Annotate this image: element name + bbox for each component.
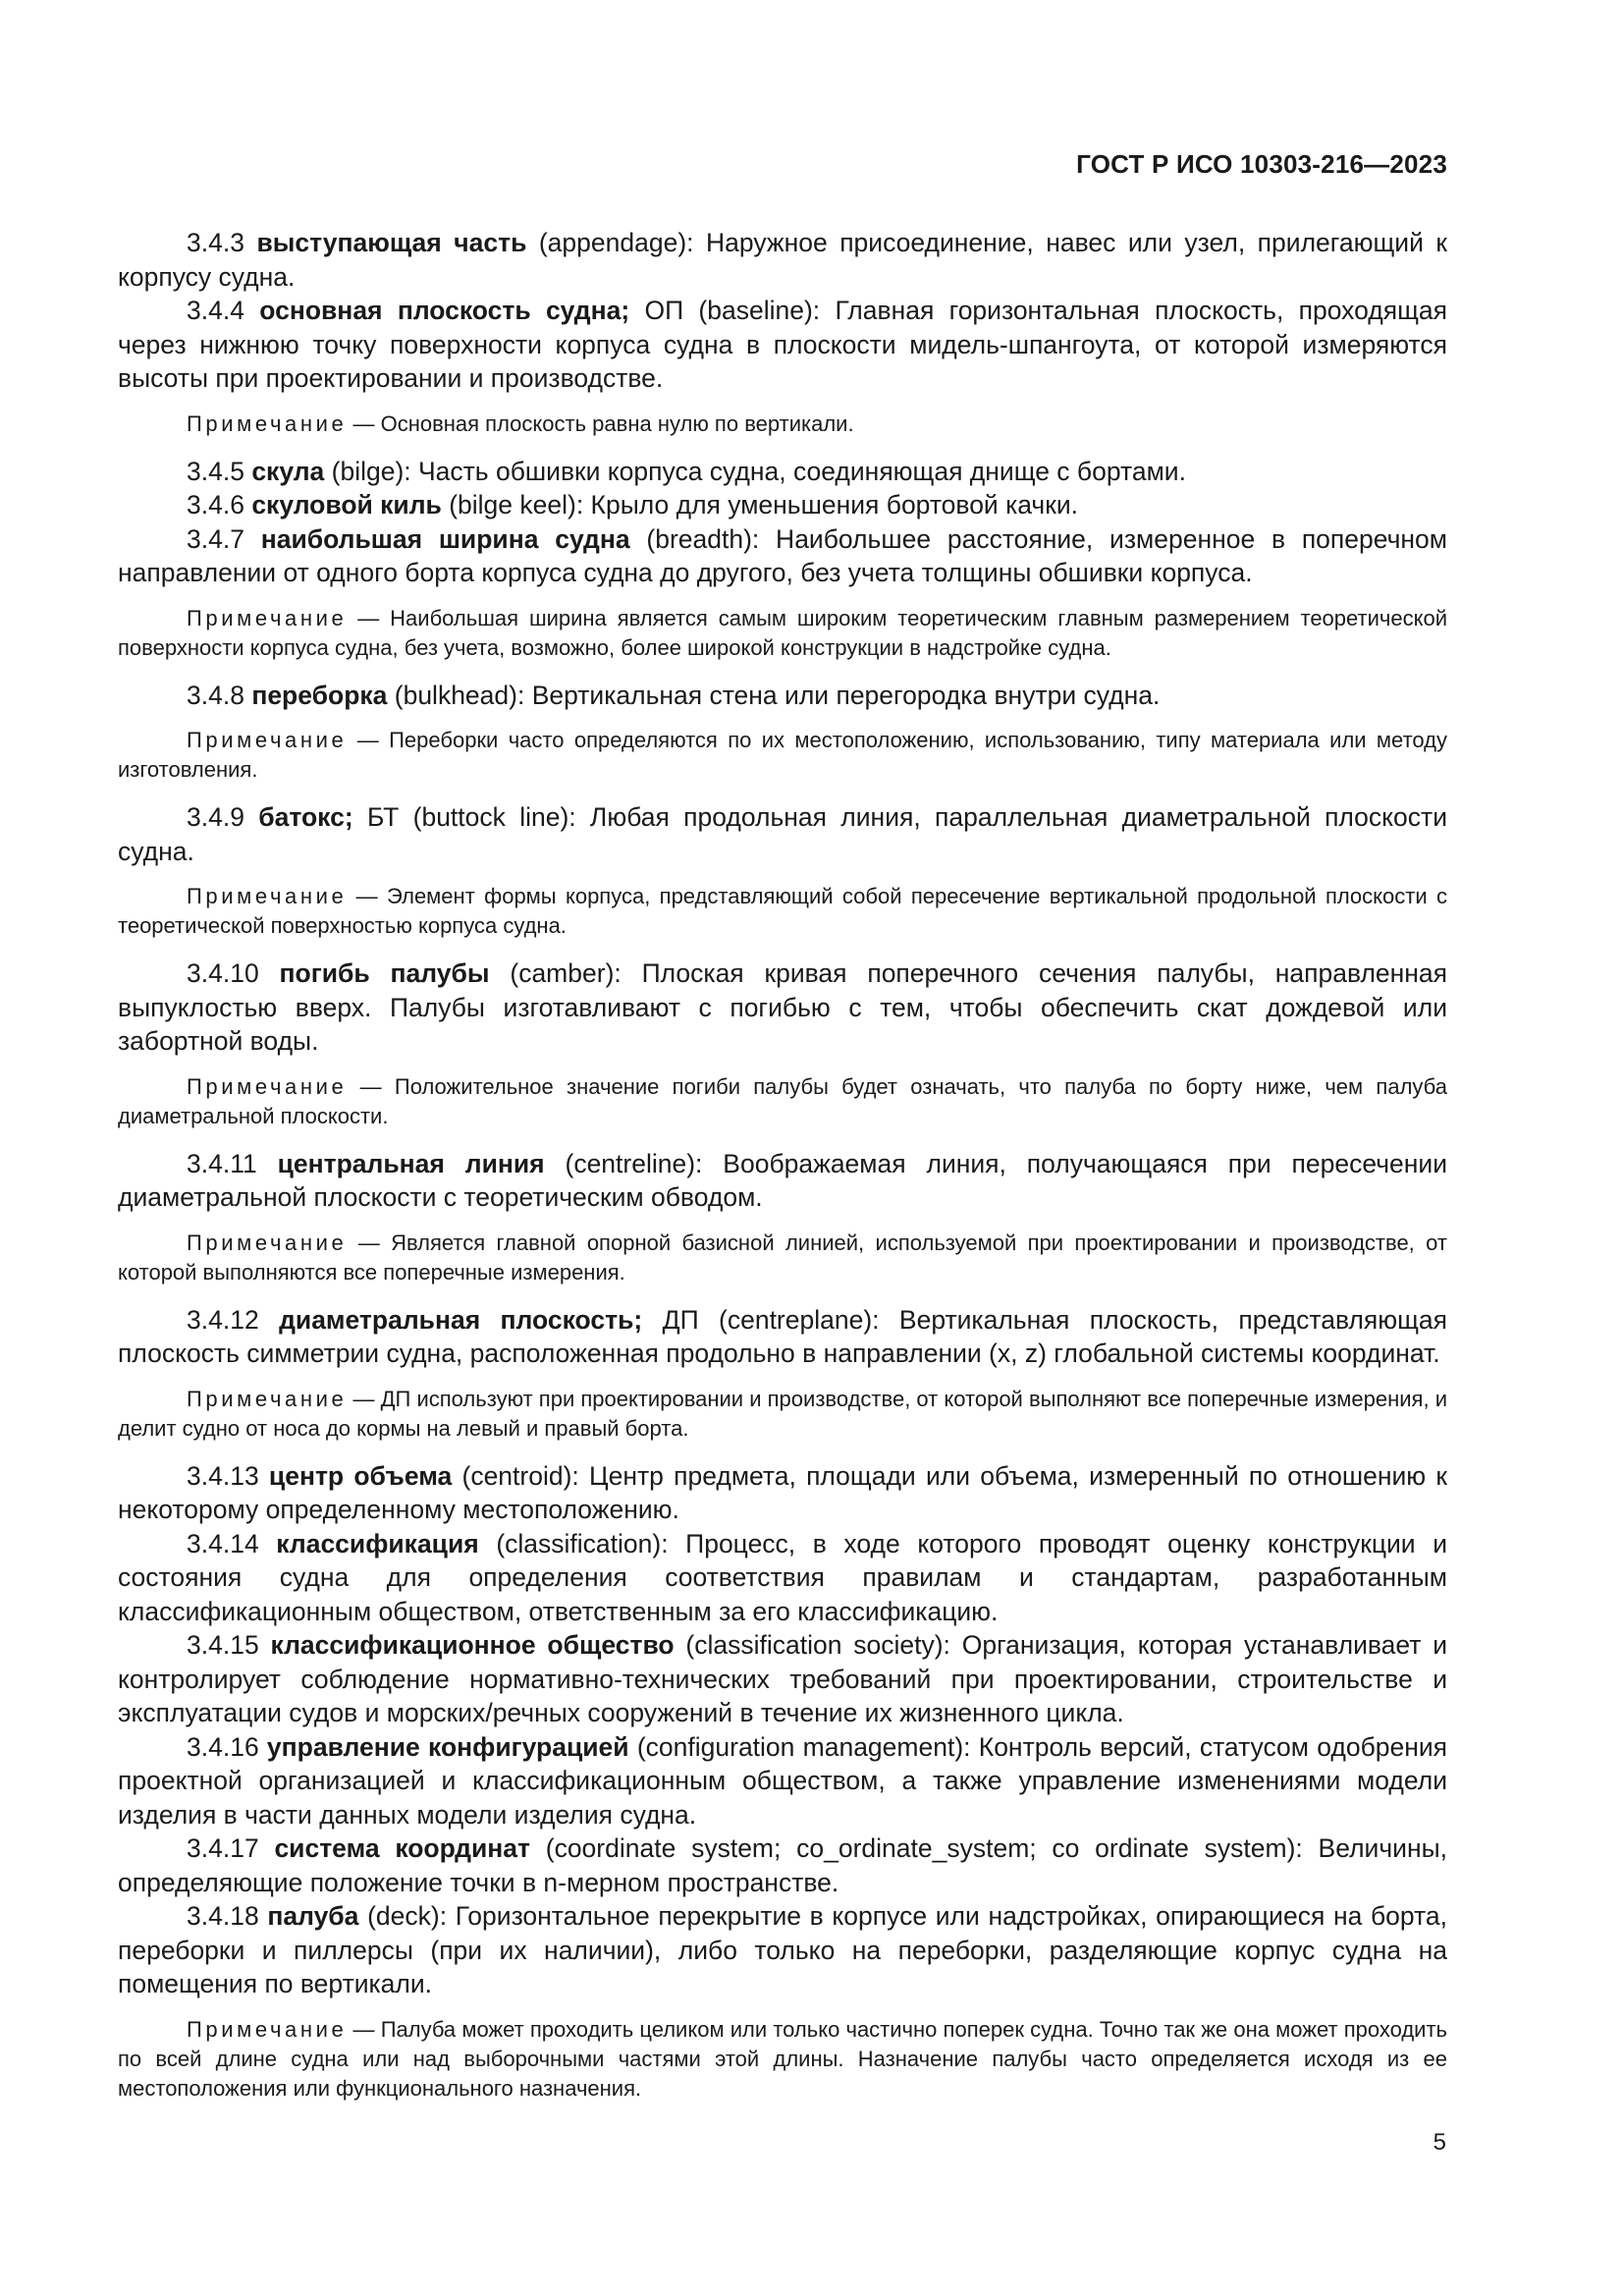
- term-name: диаметральная плоскость;: [279, 1304, 643, 1335]
- note-label: Примечание: [187, 884, 348, 908]
- term-definition: [118, 1147, 1447, 1215]
- term-definition: [118, 455, 1447, 489]
- term-name: основная плоскость судна;: [259, 296, 630, 325]
- standard-header: ГОСТ Р ИСО 10303-216—2023: [1076, 149, 1447, 179]
- note-label: Примечание: [187, 1073, 348, 1099]
- term-text: (camber): Плоская кривая поперечного сечения палубы, направленная выпуклостью вверх. Палубы изготавливают с погибью с тем, чтобы обеспечить скат дождевой или забортной воды.: [118, 958, 1447, 1056]
- term-name: погибь палубы: [279, 958, 490, 988]
- term-definition: [118, 1831, 1447, 1899]
- term-definition: [118, 1459, 1447, 1527]
- term-number: 3.4.10: [187, 958, 280, 988]
- note-text: Является главной опорной базисной линией, используемой при проектировании и производстве, от которой выполняются все поперечные измерения.: [118, 1230, 1447, 1285]
- term-definition: [118, 522, 1447, 590]
- term-number: 3.4.14: [187, 1528, 277, 1558]
- note-paragraph: [118, 1072, 1447, 1131]
- term-number: 3.4.7: [187, 523, 261, 554]
- note-text: Элемент формы корпуса, представляющий собой пересечение вертикальной продольной плоскости с теоретической поверхностью корпуса судна.: [118, 884, 1447, 938]
- term-definition: [118, 226, 1447, 294]
- term-text: ОП (baseline): Главная горизонтальная плоскость, проходящая через нижнюю точку поверхности корпуса судна в плоскости мидель-шпангоута, от которой измеряются высоты при проектировании и производстве.: [118, 296, 1447, 393]
- note-dash: —: [347, 2016, 381, 2042]
- term-definition: [118, 1628, 1447, 1730]
- term-number: 3.4.18: [187, 1901, 268, 1931]
- note-text: Переборки часто определяются по их местоположению, использованию, типу материала или методу изготовления.: [118, 728, 1447, 782]
- note-label: Примечание: [187, 728, 348, 752]
- term-definition: [118, 294, 1447, 396]
- note-label: Примечание: [187, 1230, 348, 1255]
- term-text: (breadth): Наибольшее расстояние, измеренное в поперечном направлении от одного борта корпуса судна до другого, без учета толщины обшивки корпуса.: [118, 523, 1447, 587]
- note-dash: —: [347, 728, 390, 752]
- term-definition: [118, 1730, 1447, 1832]
- note-label: Примечание: [187, 410, 348, 436]
- term-text: (deck): Горизонтальное перекрытие в корпусе или надстройках, опирающиеся на борта, переборки и пиллерсы (при их наличии), либо только на переборки, разделяющие корпус судна на помещения по вертикали.: [118, 1901, 1447, 1998]
- note-paragraph: [118, 2015, 1447, 2104]
- note-paragraph: [118, 726, 1447, 785]
- note-text: ДП используют при проектировании и производстве, от которой выполняют все поперечные измерения, и делит судно от носа до кормы на левый и правый борта.: [118, 1386, 1448, 1441]
- note-paragraph: [118, 1385, 1447, 1444]
- term-definition: [118, 1527, 1447, 1629]
- term-name: выступающая часть: [256, 228, 527, 257]
- term-text: (configuration management): Контроль версий, статусом одобрения проектной организацией и классификационным обществом, а также управление изменениями модели изделия в части данных модели изделия судна.: [118, 1731, 1448, 1830]
- note-label: Примечание: [187, 2016, 348, 2042]
- note-paragraph: [118, 410, 1447, 439]
- note-dash: —: [347, 1230, 392, 1255]
- document-body: [118, 226, 1447, 2119]
- note-dash: —: [347, 1073, 395, 1099]
- term-text: ДП (centreplane): Вертикальная плоскость, представляющая плоскость симметрии судна, расположенная продольно в направлении (x, z) глобальной системы координат.: [118, 1304, 1447, 1368]
- term-number: 3.4.3: [187, 228, 257, 257]
- note-text: Палуба может проходить целиком или только частично поперек судна. Точно так же она может проходить по всей длине судна или над выборочными частями этой длины. Назначение палубы часто определяется исходя из ее местоположения или функционального назначения.: [118, 2016, 1447, 2101]
- term-number: 3.4.11: [187, 1148, 278, 1178]
- note-label: Примечание: [187, 1386, 348, 1411]
- term-number: 3.4.5: [187, 456, 252, 486]
- term-name: классификационное общество: [270, 1630, 675, 1660]
- term-name: центр объема: [268, 1460, 453, 1491]
- term-name: переборка: [251, 680, 388, 710]
- page-number: 5: [1433, 2129, 1446, 2156]
- term-text: (classification): Процесс, в ходе которого проводят оценку конструкции и состояния судна для определения соответствия правилам и стандартам, разработанным классификационным обществом, ответственным за его классификацию.: [118, 1528, 1447, 1626]
- note-dash: —: [347, 605, 391, 630]
- term-number: 3.4.9: [187, 802, 259, 832]
- note-label: Примечание: [187, 605, 348, 630]
- note-text: Положительное значение погиби палубы будет означать, что палуба по борту ниже, чем палуба диаметральной плоскости.: [118, 1073, 1447, 1128]
- term-definition: [118, 1303, 1447, 1371]
- term-text: (centreline): Воображаемая линия, получающаяся при пересечении диаметральной плоскости с теоретическим обводом.: [118, 1148, 1447, 1212]
- note-dash: —: [347, 410, 381, 436]
- term-definition: [118, 800, 1447, 868]
- term-name: классификация: [276, 1528, 479, 1558]
- term-name: система координат: [274, 1833, 530, 1863]
- term-number: 3.4.13: [187, 1460, 269, 1491]
- term-number: 3.4.6: [187, 490, 252, 519]
- term-name: батокс;: [258, 802, 353, 832]
- term-number: 3.4.16: [187, 1731, 267, 1762]
- term-number: 3.4.4: [187, 296, 260, 325]
- note-paragraph: [118, 1229, 1447, 1287]
- term-definition: [118, 957, 1447, 1059]
- term-number: 3.4.15: [187, 1630, 271, 1660]
- note-paragraph: [118, 882, 1447, 941]
- term-name: скуловой киль: [251, 490, 442, 519]
- term-text: БТ (buttock line): Любая продольная линия, параллельная диаметральной плоскости судна.: [118, 802, 1447, 866]
- term-text: (bulkhead): Вертикальная стена или перегородка внутри судна.: [387, 680, 1161, 710]
- term-definition: [118, 679, 1447, 713]
- note-dash: —: [347, 1386, 381, 1411]
- term-text: (bilge keel): Крыло для уменьшения бортовой качки.: [441, 490, 1078, 519]
- term-definition: [118, 1899, 1447, 2001]
- note-text: Наибольшая ширина является самым широким теоретическим главным размерением теоретической поверхности корпуса судна, без учета, возможно, более широкой конструкции в надстройке судна.: [118, 605, 1447, 660]
- term-text: (appendage): Наружное присоединение, навес или узел, прилегающий к корпусу судна.: [118, 228, 1447, 292]
- note-text: Основная плоскость равна нулю по вертикали.: [380, 410, 854, 436]
- term-number: 3.4.17: [187, 1833, 275, 1863]
- term-name: скула: [251, 456, 325, 486]
- term-text: (classification society): Организация, которая устанавливает и контролирует соблюдение нормативно-технических требований при проектировании, строительстве и эксплуатации судов и морских/речных сооружений в течение их жизненного цикла.: [118, 1630, 1447, 1727]
- term-name: центральная линия: [277, 1148, 545, 1178]
- note-dash: —: [347, 884, 388, 908]
- note-paragraph: [118, 604, 1447, 663]
- term-number: 3.4.8: [187, 680, 252, 710]
- term-definition: [118, 488, 1447, 522]
- term-text: (centroid): Центр предмета, площади или объема, измеренный по отношению к некоторому определенному местоположению.: [118, 1460, 1448, 1524]
- term-text: (bilge): Часть обшивки корпуса судна, соединяющая днище с бортами.: [324, 456, 1186, 486]
- term-name: управление конфигурацией: [266, 1731, 629, 1762]
- term-number: 3.4.12: [187, 1304, 280, 1335]
- term-name: наибольшая ширина судна: [260, 523, 630, 554]
- term-name: палуба: [267, 1901, 359, 1931]
- term-text: (coordinate system; co_ordinate_system; co ordinate system): Величины, определяющие положение точки в n-мерном пространстве.: [118, 1833, 1447, 1897]
